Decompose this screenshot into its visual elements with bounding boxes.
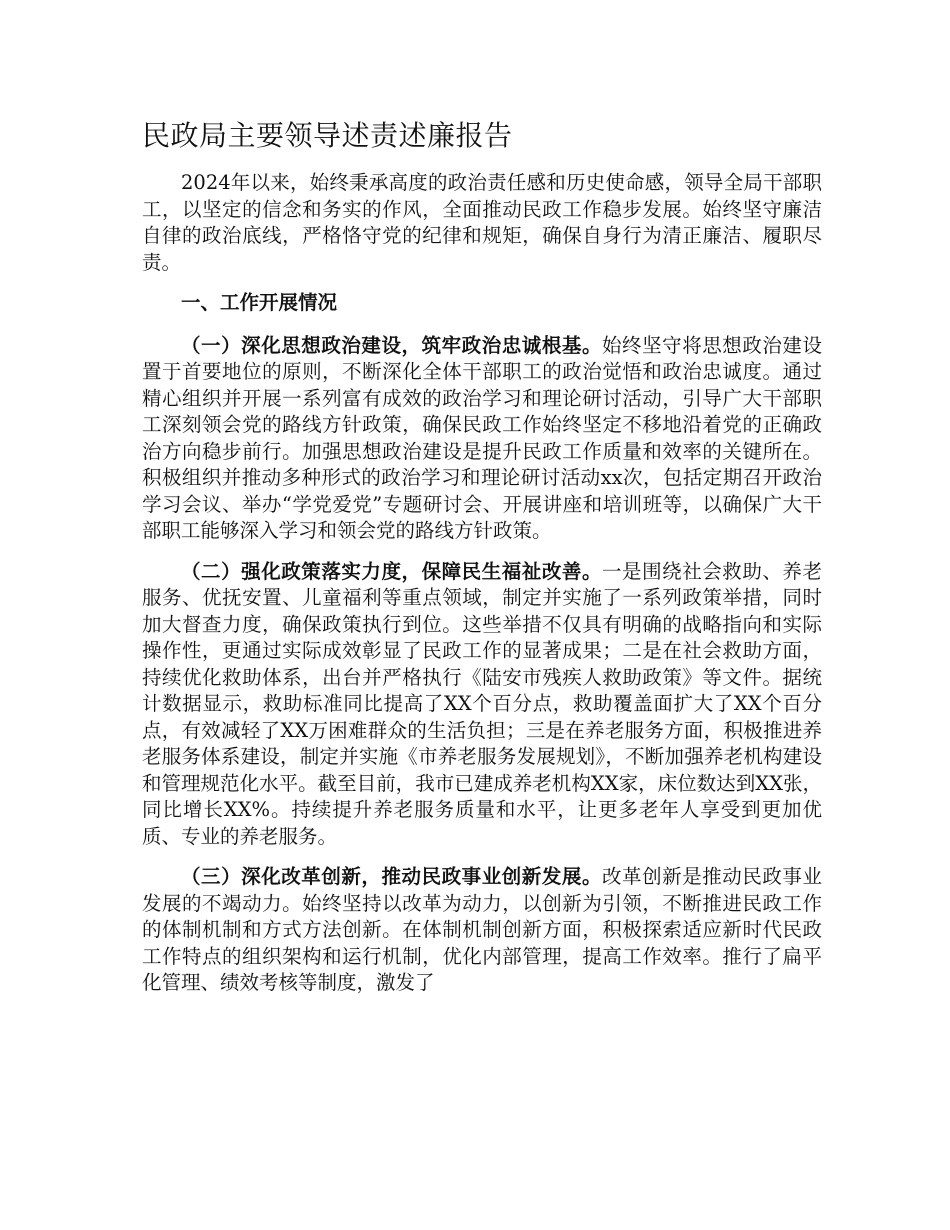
paragraph-lead: （二）强化政策落实力度，保障民生福祉改善。	[181, 559, 602, 583]
section-heading-work-status: 一、工作开展情况	[181, 291, 338, 314]
paragraph-text: 改革创新是推动民政事业发展的不竭动力。始终坚持以改革为动力，以创新为引领，不断推进民政工作的体制机制和方式方法创新。在体制机制创新方面，积极探索适应新时代民政工作特点的组织架构和运行机制，优化内部管理，提高工作效率。推行了扁平化管理、绩效考核等制度，激发了	[142, 865, 822, 994]
paragraph-text: 始终坚守将思想政治建设置于首要地位的原则，不断深化全体干部职工的政治觉悟和政治忠诚度。通过精心组织并开展一系列富有成效的政治学习和理论研讨活动，引导广大干部职工深刻领会党的路线方针政策，确保民政工作始终坚定不移地沿着党的正确政治方向稳步前行。加强思想政治建设是提升民政工作质量和效率的关键所在。积极组织并推动多种形式的政治学习和理论研讨活动xx次，包括定期召开政治学习会议、举办“学党爱党”专题研讨会、开展讲座和培训班等，以确保广大干部职工能够深入学习和领会党的路线方针政策。	[142, 333, 822, 542]
paragraph-item-2	[142, 559, 822, 851]
intro-paragraph: 2024年以来，始终秉承高度的政治责任感和历史使命感，领导全局干部职工，以坚定的信念和务实的作风，全面推动民政工作稳步发展。始终坚守廉洁自律的政治底线，严格恪守党的纪律和规矩，确保自身行为清正廉洁、履职尽责。	[142, 171, 822, 274]
document-title: 民政局主要领导述责述廉报告	[142, 119, 513, 152]
document-body	[142, 170, 822, 1011]
paragraph-lead: （三）深化改革创新，推动民政事业创新发展。	[181, 865, 602, 888]
paragraph-lead: （一）深化思想政治建设，筑牢政治忠诚根基。	[181, 333, 602, 357]
paragraph-item-1	[142, 333, 822, 545]
paragraph-item-3	[142, 864, 822, 997]
paragraph-text: 一是围绕社会救助、养老服务、优抚安置、儿童福利等重点领域，制定并实施了一系列政策举措，同时加大督查力度，确保政策执行到位。这些举措不仅具有明确的战略指向和实际操作性，更通过实际成效彰显了民政工作的显著成果；二是在社会救助方面，持续优化救助体系，出台并严格执行《陆安市残疾人救助政策》等文件。据统计数据显示，救助标准同比提高了XX个百分点，救助覆盖面扩大了XX个百分点，有效减轻了XX万困难群众的生活负担；三是在养老服务方面，积极推进养老服务体系建设，制定并实施《市养老服务发展规划》，不断加强养老机构建设和管理规范化水平。截至目前，我市已建成养老机构XX家，床位数达到XX张，同比增长XX%。持续提升养老服务质量和水平，让更多老年人享受到更加优质、专业的养老服务。	[142, 559, 822, 848]
